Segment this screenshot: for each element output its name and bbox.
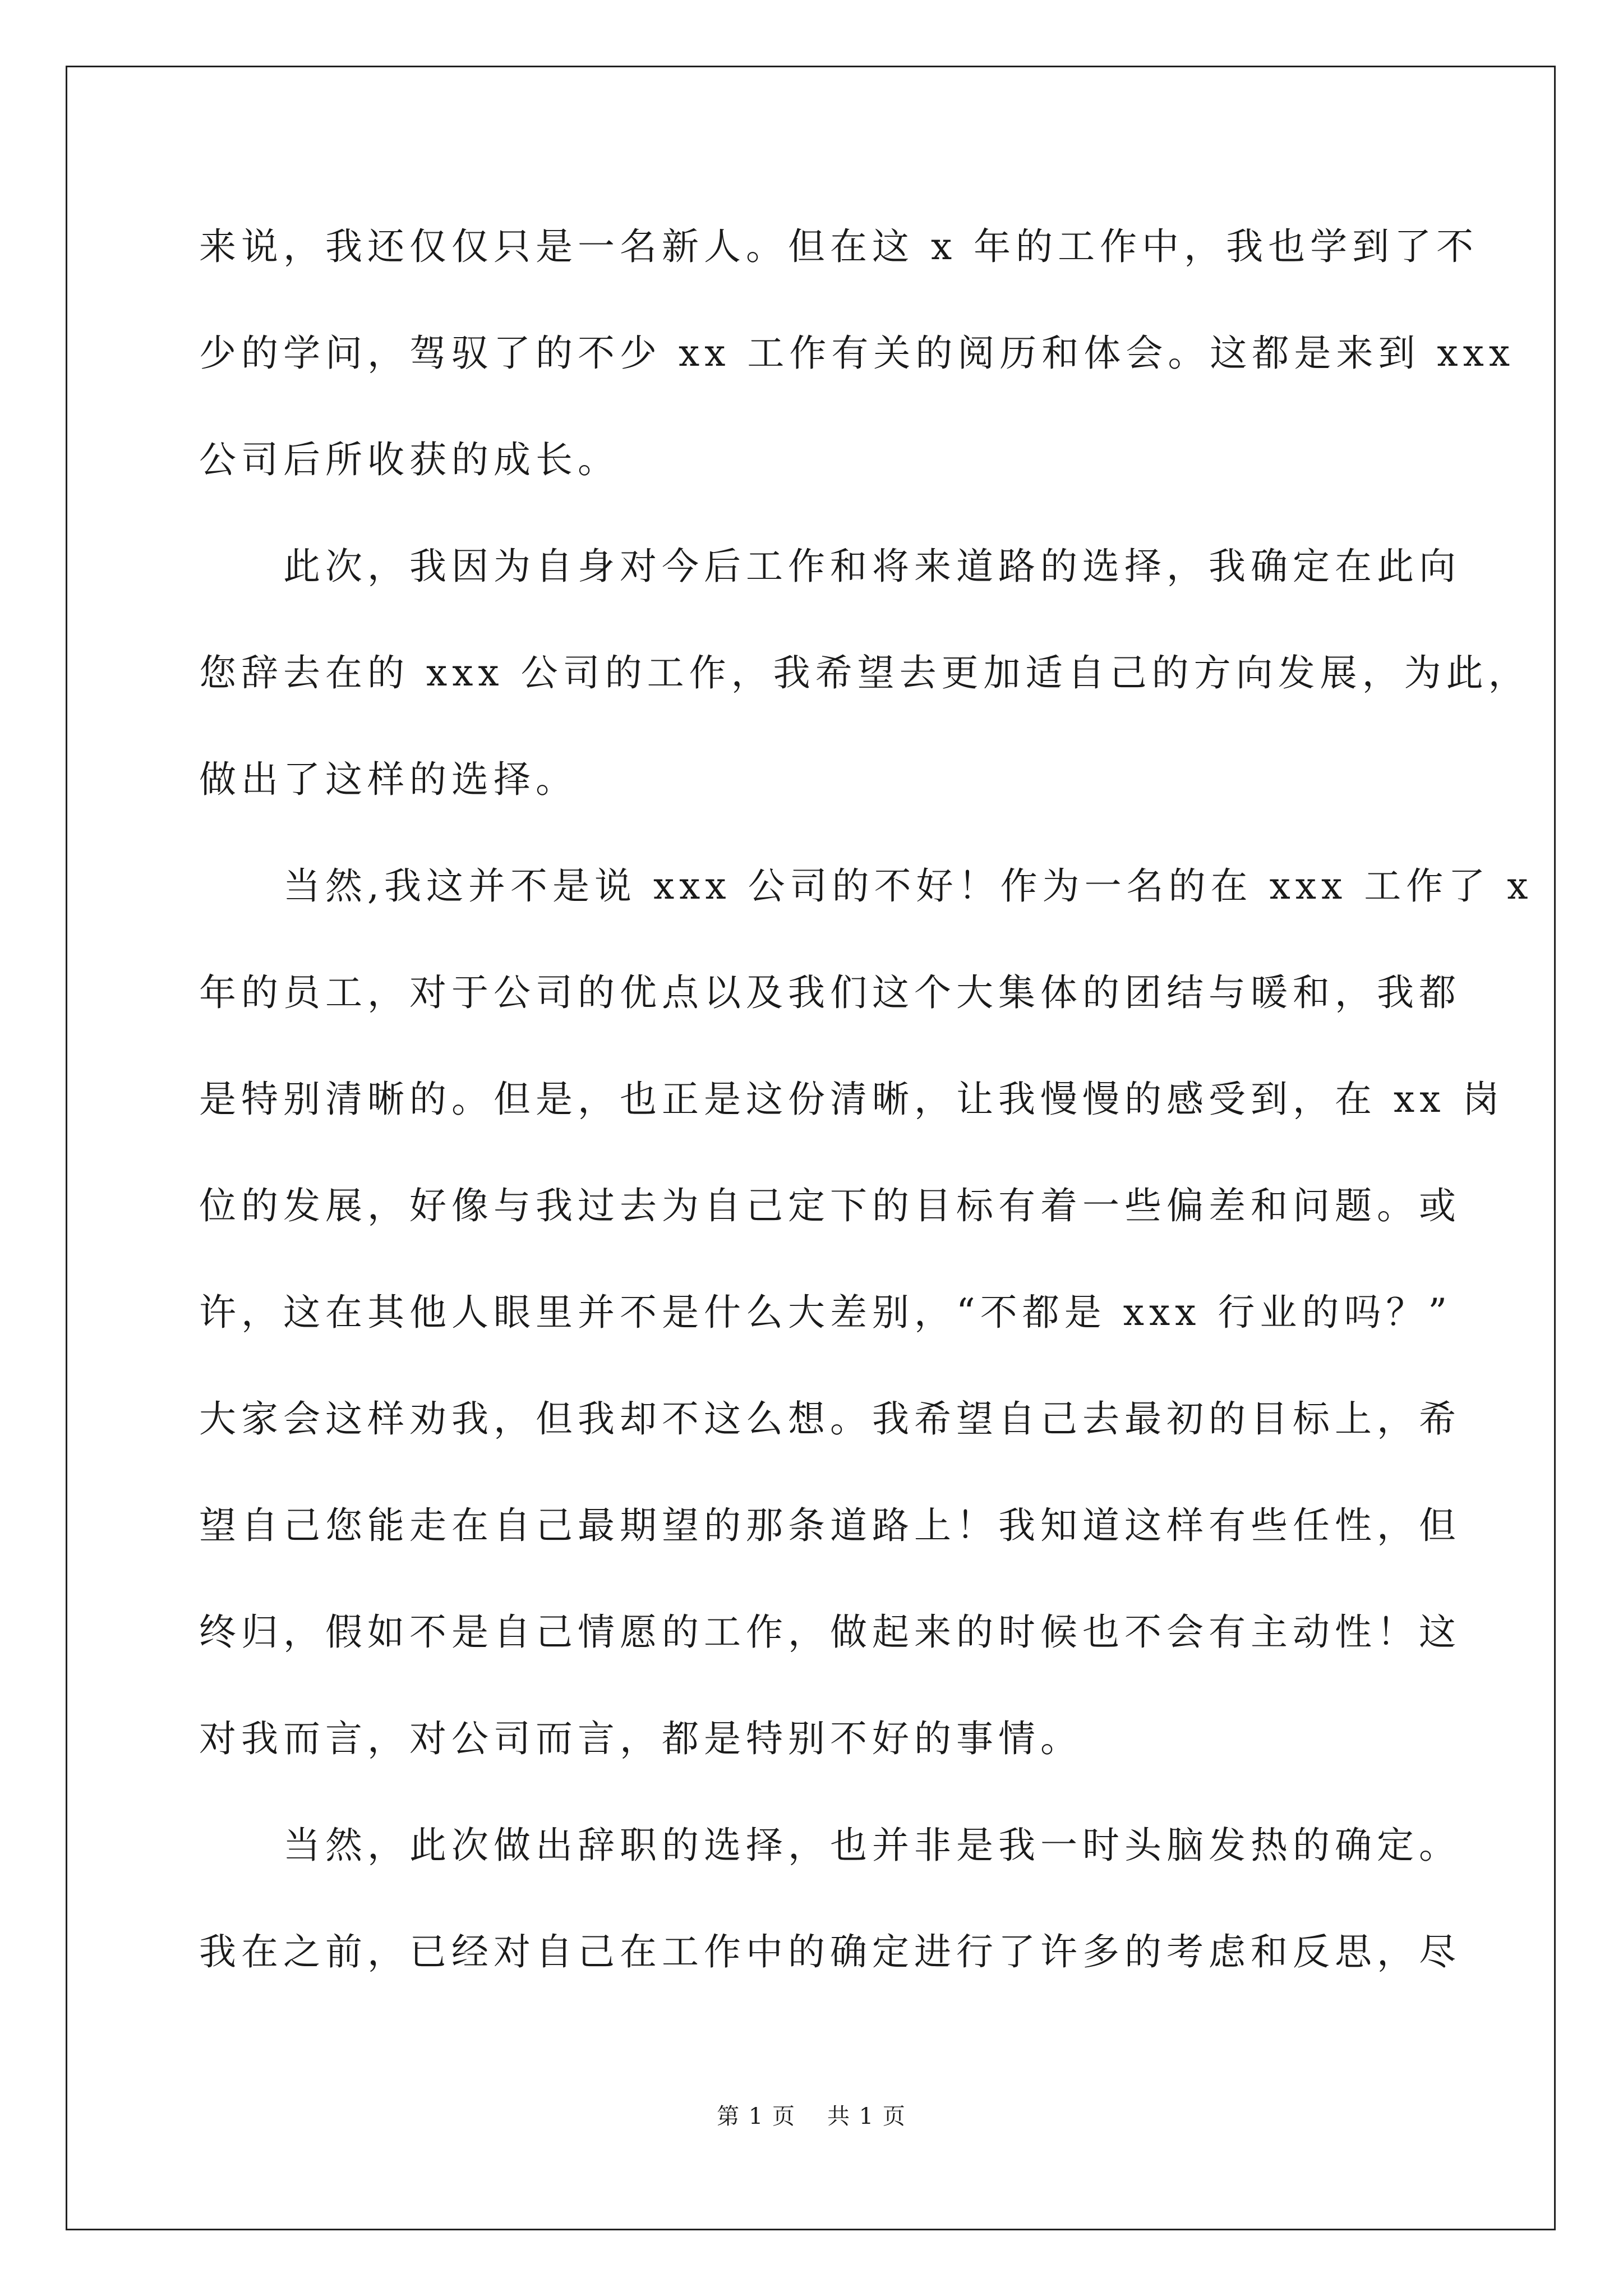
text-line: 位的发展，好像与我过去为自己定下的目标有着一些偏差和问题。或 [199, 1184, 1461, 1227]
text-line: 终归，假如不是自己情愿的工作，做起来的时候也不会有主动性！这 [199, 1611, 1461, 1654]
text-line: 您辞去在的 xxx 公司的工作，我希望去更加适自己的方向发展，为此， [199, 651, 1530, 694]
page-number: 第 1 页 [717, 2104, 796, 2129]
text-line: 来说，我还仅仅只是一名新人。但在这 x 年的工作中，我也学到了不 [199, 225, 1479, 268]
page-footer [0, 2102, 1623, 2131]
text-line: 许，这在其他人眼里并不是什么大差别，“不都是 xxx 行业的吗？” [199, 1291, 1453, 1334]
text-line: 少的学问，驾驭了的不少 xx 工作有关的阅历和体会。这都是来到 xxx [199, 332, 1515, 375]
text-line: 公司后所收获的成长。 [199, 438, 620, 481]
text-line: 当然,我这并不是说 xxx 公司的不好！作为一名的在 xxx 工作了 x [199, 864, 1533, 908]
text-line: 大家会这样劝我，但我却不这么想。我希望自己去最初的目标上，希 [199, 1397, 1461, 1441]
text-line: 望自己您能走在自己最期望的那条道路上！我知道这样有些任性，但 [199, 1504, 1461, 1547]
page-border [66, 66, 1556, 2230]
text-line: 我在之前，已经对自己在工作中的确定进行了许多的考虑和反思，尽 [199, 1930, 1461, 1973]
page-total: 共 1 页 [827, 2104, 906, 2129]
text-line: 当然，此次做出辞职的选择，也并非是我一时头脑发热的确定。 [199, 1824, 1461, 1867]
text-line: 对我而言，对公司而言，都是特别不好的事情。 [199, 1717, 1082, 1760]
text-line: 年的员工，对于公司的优点以及我们这个大集体的团结与暖和，我都 [199, 971, 1461, 1014]
text-line: 此次，我因为自身对今后工作和将来道路的选择，我确定在此向 [199, 545, 1461, 588]
text-line: 做出了这样的选择。 [199, 758, 578, 801]
text-line: 是特别清晰的。但是，也正是这份清晰，让我慢慢的感受到，在 xx 岗 [199, 1078, 1505, 1121]
